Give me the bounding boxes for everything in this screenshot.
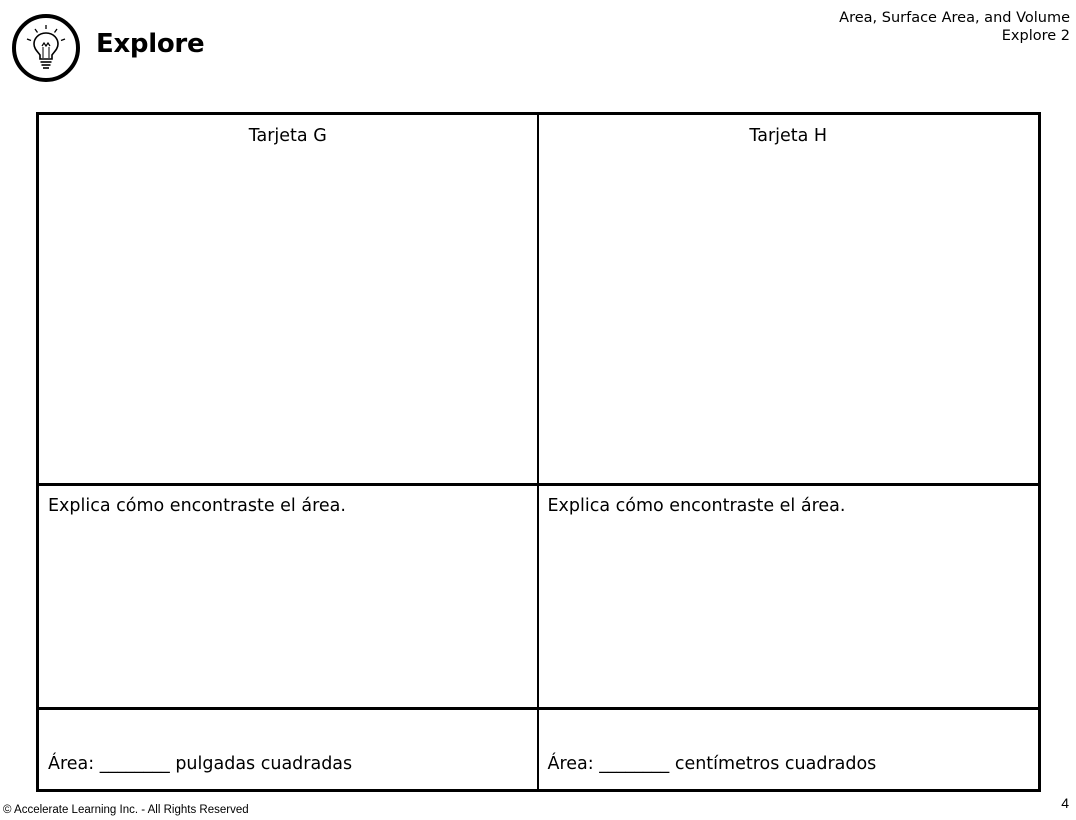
lightbulb-icon xyxy=(11,13,81,83)
area-unit: centímetros cuadrados xyxy=(674,754,877,774)
area-label: Área: xyxy=(48,754,95,774)
lesson-label: Explore 2 xyxy=(1001,28,1070,44)
copyright-text: © Accelerate Learning Inc. - All Rights Reserved xyxy=(3,804,249,816)
header-meta xyxy=(839,9,1070,45)
area-label: Área: xyxy=(547,754,594,774)
card-g-panel xyxy=(39,115,539,486)
section-title: Explore xyxy=(96,29,205,59)
card-h-explain-box[interactable] xyxy=(539,486,1039,710)
card-h-area-blank[interactable]: ________ xyxy=(599,754,670,774)
card-h-explain-prompt: Explica cómo encontraste el área. xyxy=(547,496,846,516)
card-grid xyxy=(36,112,1041,792)
card-h-area-box[interactable] xyxy=(539,710,1039,789)
card-g-explain-box[interactable] xyxy=(39,486,539,710)
area-unit: pulgadas cuadradas xyxy=(175,754,353,774)
card-h-panel xyxy=(539,115,1039,486)
page-number: 4 xyxy=(1061,795,1069,811)
course-title: Area, Surface Area, and Volume xyxy=(839,10,1070,26)
card-g-title: Tarjeta G xyxy=(248,126,327,146)
card-g-explain-prompt: Explica cómo encontraste el área. xyxy=(48,496,346,516)
card-g-area-blank[interactable]: ________ xyxy=(99,754,170,774)
card-h-title: Tarjeta H xyxy=(749,126,828,146)
card-g-area-box[interactable] xyxy=(39,710,539,789)
card-g-area-line xyxy=(48,753,352,775)
card-h-area-line xyxy=(548,753,877,775)
